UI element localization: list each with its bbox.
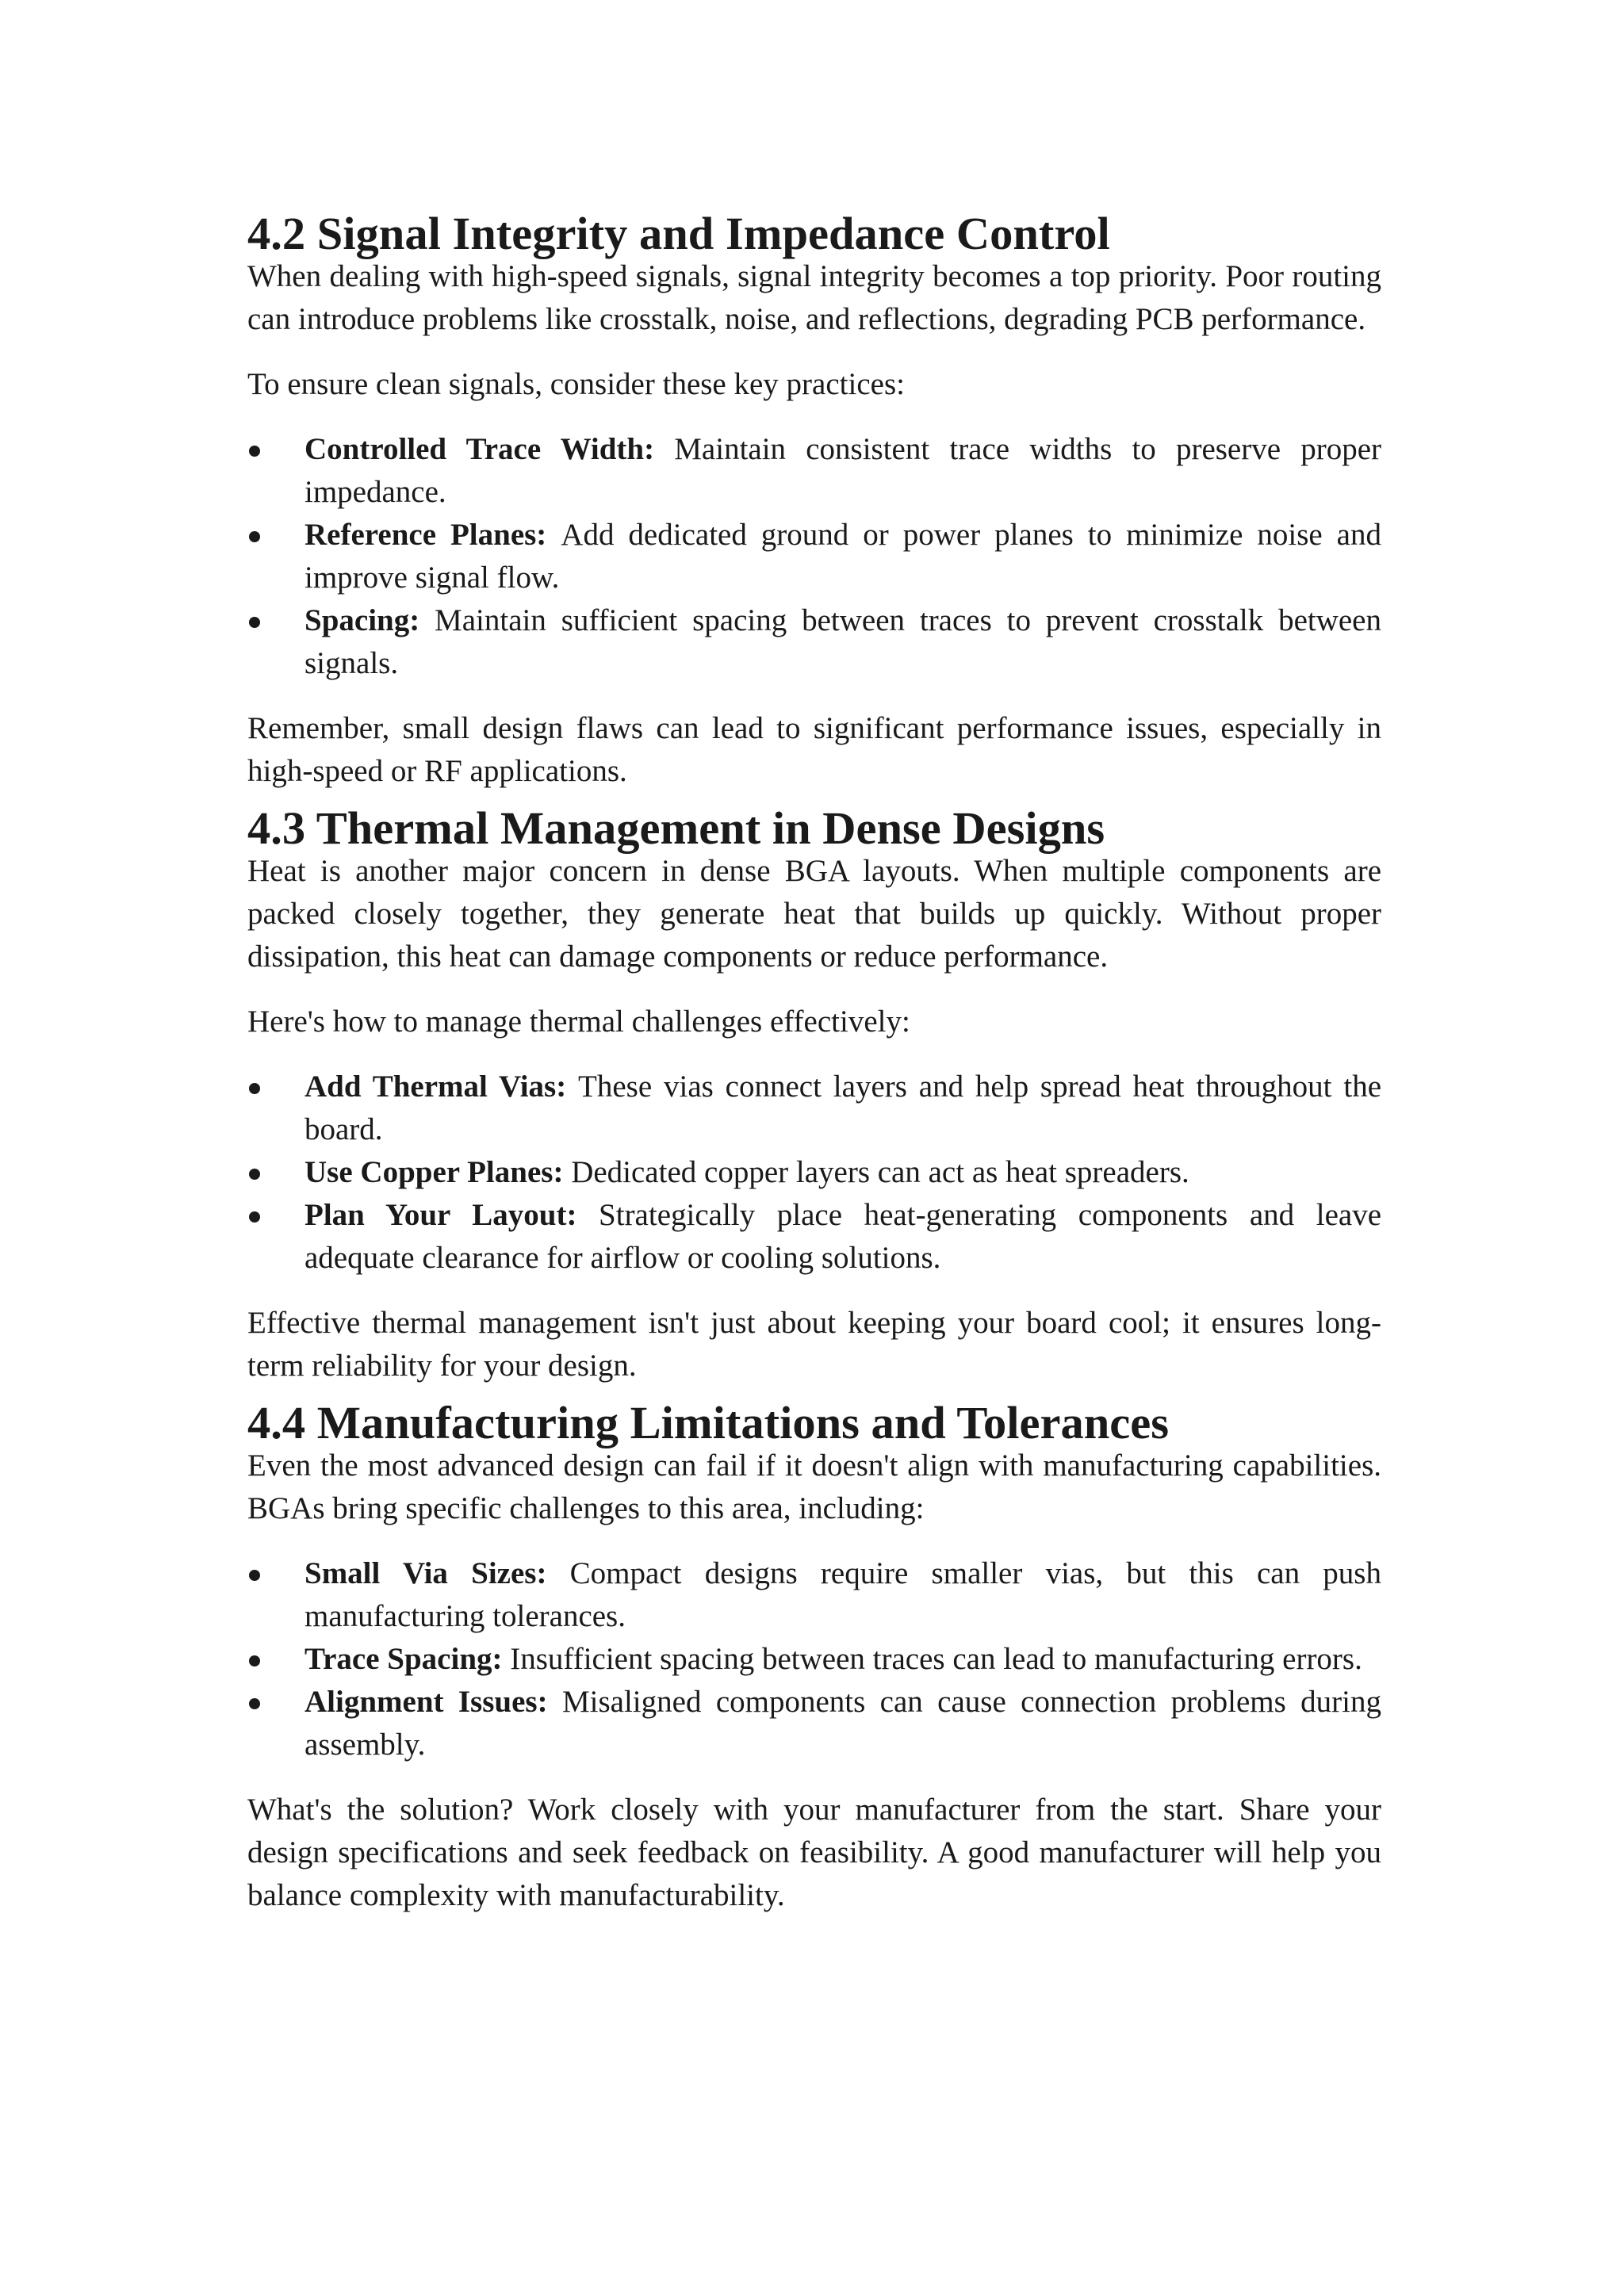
item-term: Spacing: [304,603,435,637]
list-item [247,1638,1381,1681]
section-4-4 [247,1397,1381,1917]
item-text: Misaligned components can cause connection problems during assembly. [304,1685,1381,1762]
section-heading: 4.4 Manufacturing Limitations and Tolerances [247,1397,1169,1448]
bullet-icon [249,1698,260,1709]
list-item [247,1151,1381,1194]
item-term: Plan Your Layout: [304,1198,599,1232]
section-4-2 [247,208,1381,793]
list-item [247,1552,1381,1638]
section-lead: To ensure clean signals, consider these key practices: [247,367,905,401]
section-heading: 4.2 Signal Integrity and Impedance Control [247,208,1110,259]
list-item [247,599,1381,685]
item-term: Use Copper Planes: [304,1155,572,1189]
bullet-icon [249,617,260,628]
bullet-icon [249,1169,260,1180]
bullet-list [247,1066,1381,1280]
bullet-list [247,428,1381,685]
bullet-icon [249,1570,260,1581]
section-4-3 [247,802,1382,1387]
bullet-icon [249,1211,260,1223]
item-text: Maintain consistent trace widths to preserve proper impedance. [304,432,1381,509]
item-text: These vias connect layers and help spread heat throughout the board. [304,1070,1382,1146]
document-page [247,208,1382,1917]
list-item [247,1194,1381,1280]
item-text: Maintain sufficient spacing between traces to prevent crosstalk between signals. [304,603,1381,680]
list-item [247,514,1381,599]
bullet-icon [249,531,260,542]
list-item [247,1681,1381,1766]
section-lead: Here's how to manage thermal challenges effectively: [247,1004,910,1039]
section-intro: When dealing with high-speed signals, signal integrity becomes a top priority. Poor routing can introduce problems like crosstalk, noise, and reflections, degrading PCB performance. [247,259,1381,336]
section-heading: 4.3 Thermal Management in Dense Designs [247,802,1105,854]
item-term: Trace Spacing: [304,1642,511,1676]
section-closing: Remember, small design flaws can lead to significant performance issues, especially in high-speed or RF applications. [247,711,1381,788]
bullet-icon [249,1083,260,1094]
item-term: Small Via Sizes: [304,1556,570,1590]
item-text: Add dedicated ground or power planes to minimize noise and improve signal flow. [304,518,1381,595]
section-intro: Even the most advanced design can fail if it doesn't align with manufacturing capabilities. BGAs bring specific challenges to this area, including: [247,1448,1381,1525]
bullet-icon [249,1655,260,1667]
list-item [247,428,1381,514]
item-text: Dedicated copper layers can act as heat spreaders. [571,1155,1189,1189]
section-intro: Heat is another major concern in dense BGA layouts. When multiple components are packed closely together, they generate heat that builds up quickly. Without proper dissipation, this heat can damage components or reduce performance. [247,854,1381,974]
bullet-list [247,1552,1381,1766]
list-item [247,1066,1381,1151]
section-closing: What's the solution? Work closely with your manufacturer from the start. Share your design specifications and seek feedback on feasibility. A good manufacturer will help you balance complexity with manufacturability. [247,1793,1381,1912]
bullet-icon [249,446,260,457]
item-term: Controlled Trace Width: [304,432,675,466]
item-term: Add Thermal Vias: [304,1070,579,1104]
item-term: Alignment Issues: [304,1685,562,1719]
item-text: Strategically place heat-generating components and leave adequate clearance for airflow or cooling solutions. [304,1198,1382,1275]
item-text: Insufficient spacing between traces can lead to manufacturing errors. [510,1642,1362,1676]
item-text: Compact designs require smaller vias, but this can push manufacturing tolerances. [304,1556,1381,1633]
item-term: Reference Planes: [304,518,561,552]
section-closing: Effective thermal management isn't just about keeping your board cool; it ensures long-term reliability for your design. [247,1306,1381,1383]
